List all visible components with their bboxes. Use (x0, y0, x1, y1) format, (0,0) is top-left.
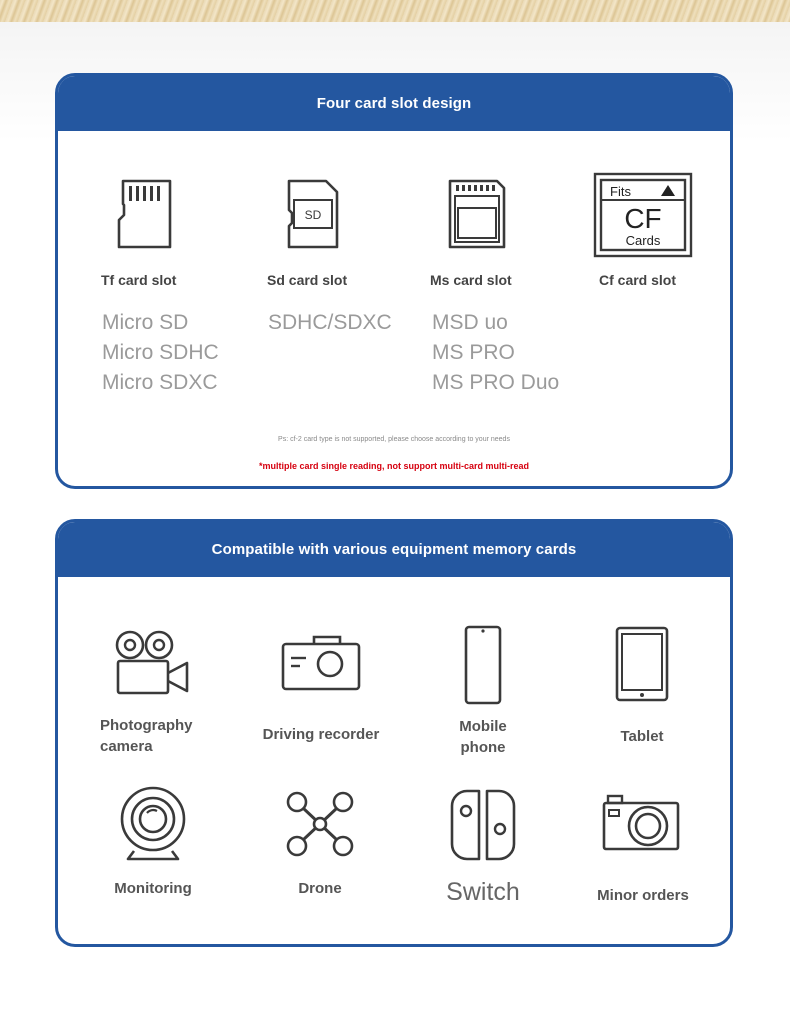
movie-camera-icon (115, 627, 191, 697)
ms-slot-types (432, 308, 559, 398)
devices-panel-title: Compatible with various equipment memory cards (58, 522, 730, 577)
list-item: SDHC/SDXC (268, 311, 392, 334)
device-label-switch: Switch (446, 878, 520, 906)
device-mobile-phone (438, 625, 528, 705)
list-item: Micro SDXC (102, 371, 218, 394)
svg-text:CF: CF (624, 203, 662, 234)
slot-note: Ps: cf-2 card type is not supported, please choose according to your needs (278, 436, 510, 443)
webcam-icon (118, 785, 188, 861)
device-label-mobile-phone: Mobile phone (459, 718, 507, 756)
dash-cam-icon (280, 634, 362, 692)
list-item: Micro SD (102, 311, 189, 334)
device-minor-orders (600, 794, 682, 852)
list-item: Micro SDHC (102, 341, 219, 364)
micro-sd-card-icon (115, 178, 175, 250)
svg-text:SD: SD (304, 208, 322, 222)
devices-panel (55, 519, 733, 947)
decorative-top-band (0, 0, 790, 22)
cf-slot-title: Cf card slot (599, 272, 677, 288)
device-label-photography: Photography camera (100, 717, 193, 755)
tf-slot-types (102, 308, 219, 398)
device-tablet (598, 626, 686, 702)
device-label-monitoring: Monitoring (114, 880, 192, 897)
device-monitoring (108, 785, 198, 861)
list-item: MS PRO (432, 341, 515, 364)
svg-text:Fits: Fits (610, 184, 631, 199)
list-item: MSD uo (432, 311, 508, 334)
sd-slot-types (268, 308, 392, 338)
device-label-minor-orders: Minor orders (597, 887, 689, 904)
device-label-tablet: Tablet (620, 728, 664, 745)
camera-icon (601, 794, 681, 852)
slot-warning: *multiple card single reading, not support multi-card multi-read (258, 461, 530, 471)
drone-icon (285, 790, 355, 858)
sd-card-icon (286, 178, 340, 250)
device-switch (442, 789, 524, 861)
ms-slot-title: Ms card slot (430, 272, 512, 288)
ms-card-icon (447, 178, 507, 250)
device-label-drone: Drone (298, 880, 342, 897)
list-item: MS PRO Duo (432, 371, 560, 394)
tablet-icon (614, 626, 670, 702)
sd-slot-title: Sd card slot (267, 272, 348, 288)
cf-card-icon (593, 172, 693, 258)
card-slot-panel-title: Four card slot design (58, 76, 730, 131)
device-drone (280, 790, 360, 858)
tf-slot-title: Tf card slot (101, 272, 177, 288)
device-driving-recorder (258, 634, 384, 692)
device-label-driving-recorder: Driving recorder (262, 726, 380, 743)
device-photography-camera (98, 627, 208, 697)
mobile-phone-icon (463, 625, 503, 705)
card-slot-panel (55, 73, 733, 489)
svg-text:Cards: Cards (625, 233, 661, 248)
game-console-icon (449, 789, 517, 861)
